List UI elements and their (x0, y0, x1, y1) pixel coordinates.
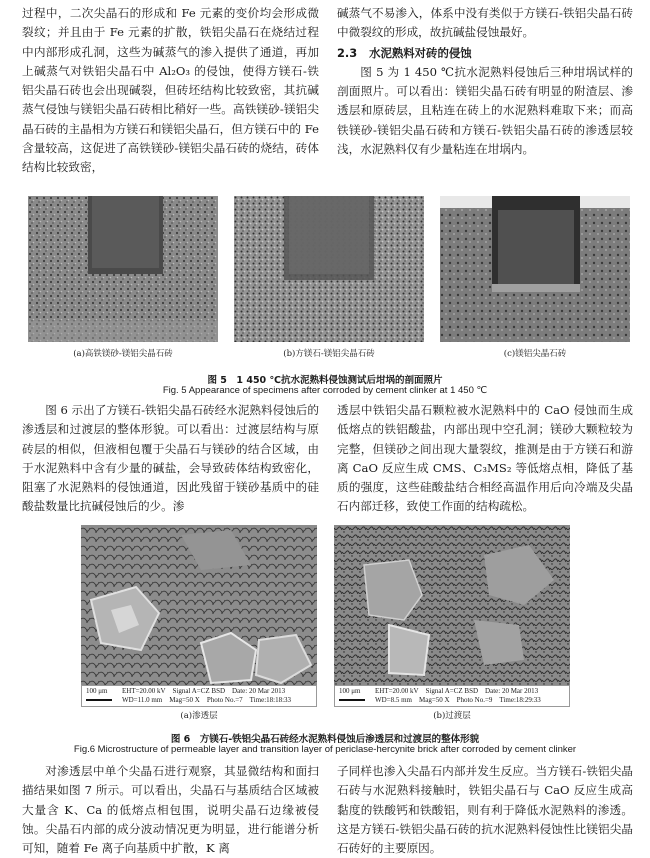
scale-bar: 100 μm (339, 687, 365, 701)
figure5-panel-c (440, 196, 630, 361)
body-text-top-right (337, 4, 633, 159)
figure6-panel-a (81, 525, 317, 721)
figure5-panel-b (234, 196, 424, 361)
crucible-photo (440, 196, 630, 342)
paragraph: 图 5 为 1 450 ℃抗水泥熟料侵蚀后三种坩埚试样的剖面照片。可以看出：镁铝尖晶石砖有明显的附渣层、渗透层和原砖层，且粘连在砖上的水泥熟料难取下来；而高铁镁砂-镁铝尖晶石砖和方镁石-铁铝尖晶石砖的渗透层较浅，水泥熟料仅有少量粘连在坩埚内。 (337, 64, 633, 157)
crucible-photo (28, 196, 218, 342)
section-number: 2.3 (337, 45, 358, 60)
sem-info-bar (334, 685, 570, 707)
figure-subcaption: (a)渗透层 (180, 711, 218, 721)
figure-subcaption: (a)高铁镁砂-镁铝尖晶石砖 (73, 349, 173, 359)
crucible-photo (234, 196, 424, 342)
paragraph: 对渗透层中单个尖晶石进行观察，其显微结构和面扫描结果如图 7 所示。可以看出，尖晶石与基质结合区域被大量含 K、Ca 的低熔点相包围，说明尖晶石边缘被侵蚀。尖晶石内部的成分波动情况更为明显，进行能谱分析可知，随着 Fe 离子向基质中扩散，K 离 (22, 764, 319, 856)
section-title: 水泥熟料对砖的侵蚀 (369, 45, 472, 60)
paragraph: 子同样也渗入尖晶石内部并发生反应。当方镁石-铁铝尖晶石砖与水泥熟料接触时，铁铝尖晶石与 CaO 反应生成高黏度的铁酸钙和铁酸铝，则有利于降低水泥熟料的渗透。这是方镁石-铁铝尖晶石砖的抗水泥熟料侵蚀性比镁铝尖晶石砖好的主要原因。 (337, 764, 633, 856)
figure-subcaption: (c)镁铝尖晶石砖 (503, 349, 567, 359)
figure-subcaption: (b)过渡层 (433, 711, 471, 721)
sem-info-bar (81, 685, 317, 707)
sem-micrograph (81, 525, 317, 685)
figure6-caption-en: Fig.6 Microstructure of permeable layer and transition layer of periclase-hercynite brick after corroded by cement clinker (73, 744, 577, 755)
body-text-mid-left (22, 401, 319, 517)
paragraph: 透层中铁铝尖晶石颗粒被水泥熟料中的 CaO 侵蚀而生成低熔点的铁铝酸盐，内部出现中空孔洞；镁砂大颗粒较为完整，但镁砂之间出现大量裂纹，推测是由于方镁石和游离 CaO 反应生成 CMS、C₃MS₂ 等低熔点相，降低了基质的强度，这些硅酸盐结合相经高温作用后向冷端及尖晶石内部迁移，致使工作面的结构疏松。 (337, 403, 633, 514)
figure6-caption-cn: 图 6 方镁石-铁铝尖晶石砖经水泥熟料侵蚀后渗透层和过渡层的整体形貌 (170, 734, 480, 745)
paragraph: 过程中，二次尖晶石的形成和 Fe 元素的变价均会形成微裂纹；并且由于 Fe 元素的扩散，铁铝尖晶石在烧结过程中内部形成孔洞，这些为碱蒸气的渗入提供了通道，再加上碱蒸气对铁铝尖晶石中 Al₂O₃ 的侵蚀，使得方镁石-铁铝尖晶石砖也会出现碱裂，但砖坯结构比较致密，其抗碱蒸气侵蚀与镁铝尖晶石砖相比稍好一些。高铁镁砂-镁铝尖晶石砖的主晶相为方镁石和镁铝尖晶石，但方镁石中的 Fe 含量较高，这促进了高铁镁砂-镁铝尖晶石砖的烧结，砖体结构比较致密， (22, 6, 319, 175)
paragraph: 图 6 示出了方镁石-铁铝尖晶石砖经水泥熟料侵蚀后的渗透层和过渡层的整体形貌。可以看出：过渡层结构与原砖层的相似，但液相包覆于尖晶石与镁砂的结合区域，由于水泥熟料中含有少量的碱盐，会导致砖体结构致密化，阻塞了水泥熟料的侵蚀通道，因此残留于镁砂基质中的硅酸盐数量比抗碱侵蚀后的少。渗 (22, 403, 319, 514)
body-text-mid-right (337, 401, 633, 517)
figure-subcaption: (b)方镁石-镁铝尖晶石砖 (283, 349, 375, 359)
body-text-top-left (22, 4, 319, 178)
figure5-panel-a (28, 196, 218, 361)
scale-bar: 100 μm (86, 687, 112, 701)
sem-parameters: EHT=20.00 kV Signal A=CZ BSD Date: 20 Mar 2013 (122, 687, 286, 695)
paragraph: 碱蒸气不易渗入，体系中没有类似于方镁石-铁铝尖晶石砖中微裂纹的形成，故抗碱盐侵蚀最好。 (337, 6, 633, 40)
sem-parameters: WD=8.5 mm Mag=50 X Photo No.=9 Time:18:29:33 (375, 696, 541, 704)
body-text-bottom-right (337, 762, 633, 858)
figure5-caption-cn: 图 5 1 450 ℃抗水泥熟料侵蚀测试后坩埚的剖面照片 (207, 375, 443, 386)
section-heading (337, 44, 633, 63)
figure5-caption-en: Fig. 5 Appearance of specimens after corroded by cement clinker at 1 450 ℃ (162, 385, 488, 396)
sem-parameters: WD=11.0 mm Mag=50 X Photo No.=7 Time:18:18:33 (122, 696, 292, 704)
figure6-panel-b (334, 525, 570, 721)
body-text-bottom-left (22, 762, 319, 858)
sem-parameters: EHT=20.00 kV Signal A=CZ BSD Date: 20 Mar 2013 (375, 687, 539, 695)
sem-micrograph (334, 525, 570, 685)
